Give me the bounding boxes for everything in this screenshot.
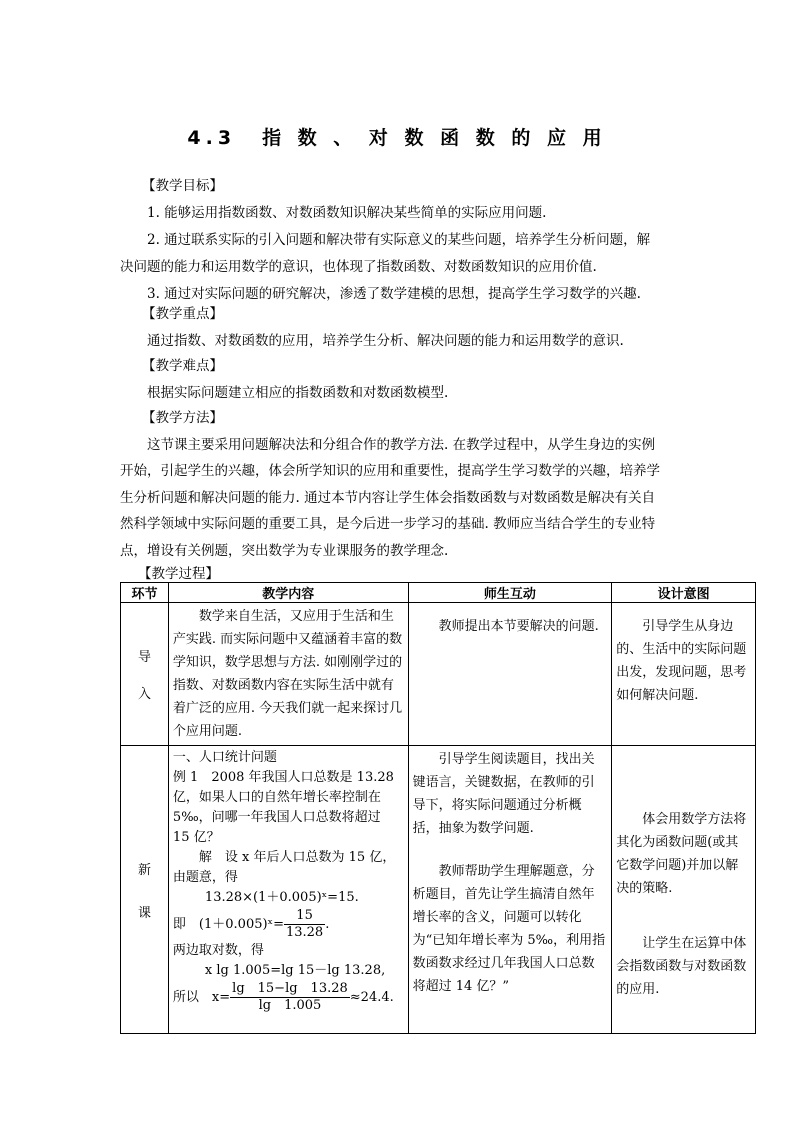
stage-char: 课 (137, 905, 151, 921)
method-heading: 【教学方法】 (142, 410, 223, 426)
equation-line (173, 981, 404, 1014)
equation-line: 13.28×(1＋0.005)ˣ=15. (204, 890, 359, 905)
equation-suffix: . (325, 917, 330, 932)
process-heading: 【教学过程】 (138, 566, 219, 582)
method-line-3: 生分析问题和解决问题的能力. 通过本节内容让学生体会指数函数与对数函数是解决有关自 (120, 490, 656, 506)
goal-2b: 决问题的能力和运用数学的意识，也体现了指数函数、对数函数知识的应用价值. (120, 259, 597, 275)
method-line-5: 点，增设有关例题，突出数学为专业课服务的教学理念. (120, 543, 449, 559)
section-title: 指 数 、 对 数 函 数 的 应 用 (262, 127, 607, 149)
paragraph-spacer (413, 840, 608, 860)
interaction-paragraph: 教师帮助学生理解题意，分析题目，首先让学生搞清自然年增长率的含义，问题可以转化为“已知年增长率为 5‰，利用指数函数求经过几年我国人口总数将超过 14 亿？” (412, 864, 606, 994)
content-line: 由题意，得 (172, 870, 238, 885)
table-header-row (121, 583, 756, 603)
fraction-denominator: 13.28 (285, 925, 324, 940)
fraction (230, 981, 350, 1014)
intro-content: 数学来自生活，又应用于生活和生产实践. 而实际问题中又蕴涵着丰富的数学知识，数学思想与方法. 如刚刚学过的指数、对数函数内容在实际生活中就有着广泛的应用. 今天我们就一起来探讨几个应用问题. (168, 603, 408, 746)
new-lesson-intent (612, 746, 756, 1034)
difficulty-heading: 【教学难点】 (142, 358, 223, 374)
page-title (0, 123, 794, 150)
equation-prefix: 所以 x= (172, 990, 231, 1005)
section-number: 4.3 (187, 127, 237, 149)
header-stage: 环节 (121, 583, 169, 603)
stage-new-lesson (121, 746, 169, 1034)
intro-intent: 引导学生从身边的、生活中的实际问题出发，发现问题，思考如何解决问题. (612, 603, 756, 746)
paragraph-spacer (616, 900, 751, 932)
goal-1: 1. 能够运用指数函数、对数函数知识解决某些简单的实际应用问题. (147, 205, 547, 221)
interaction-paragraph: 引导学生阅读题目，找出关键语言，关键数据，在教师的引导下，将实际问题通过分析概括，抽象为数学问题. (412, 752, 595, 836)
equation-line (173, 908, 404, 941)
content-line: 5‰，问哪一年我国人口总数将超过 (172, 810, 381, 825)
content-line: 亿，如果人口的自然年增长率控制在 (172, 790, 381, 805)
focus-heading: 【教学重点】 (142, 306, 223, 322)
stage-char: 入 (137, 687, 151, 702)
fraction-numerator: 15 (284, 908, 325, 925)
new-lesson-content (168, 746, 408, 1034)
stage-char: 新 (137, 862, 151, 878)
intro-interaction: 教师提出本节要解决的问题. (408, 603, 612, 746)
stage-intro (121, 603, 169, 746)
goals-heading: 【教学目标】 (142, 178, 223, 194)
header-content: 教学内容 (168, 583, 408, 603)
table-row (121, 746, 756, 1034)
equation-line: x lg 1.005=lg 15－lg 13.28, (204, 963, 386, 978)
stage-spacer (125, 878, 164, 902)
content-line: 两边取对数，得 (172, 943, 264, 958)
difficulty-text: 根据实际问题建立相应的指数函数和对数函数模型. (147, 385, 449, 401)
paragraph-spacer (616, 748, 751, 808)
stage-char: 导 (137, 650, 151, 665)
table-row (121, 603, 756, 746)
focus-text: 通过指数、对数函数的应用，培养学生分析、解决问题的能力和运用数学的意识. (147, 333, 624, 349)
header-intent: 设计意图 (612, 583, 756, 603)
intent-paragraph: 体会用数学方法将其化为函数问题(或其它数学问题)并加以解决的策略. (616, 812, 747, 896)
goal-3: 3. 通过对实际问题的研究解决，渗透了数学建模的思想，提高学生学习数学的兴趣. (147, 286, 641, 302)
content-line: 15 亿？ (172, 830, 220, 845)
teaching-process-table (120, 582, 756, 1034)
intent-paragraph: 让学生在运算中体会指数函数与对数函数的应用. (616, 936, 747, 997)
method-line-1: 这节课主要采用问题解决法和分组合作的教学方法. 在教学过程中，从学生身边的实例 (147, 437, 656, 453)
fraction (284, 908, 325, 941)
method-line-4: 然科学领域中实际问题的重要工具，是今后进一步学习的基础. 教师应当结合学生的专业特 (120, 516, 656, 532)
header-interaction: 师生互动 (408, 583, 612, 603)
fraction-numerator: lg 15−lg 13.28 (232, 981, 348, 996)
content-line: 例 1 2008 年我国人口总数是 13.28 (172, 770, 394, 785)
equation-suffix: ≈24.4. (349, 990, 394, 1005)
content-line: 一、人口统计问题 (172, 750, 277, 765)
fraction-denominator: lg 1.005 (258, 998, 322, 1013)
content-line: 解 设 x 年后人口总数为 15 亿， (198, 850, 396, 865)
stage-spacer (125, 665, 164, 683)
goal-2a: 2. 通过联系实际的引入问题和解决带有实际意义的某些问题，培养学生分析问题，解 (147, 232, 651, 248)
method-line-2: 开始，引起学生的兴趣，体会所学知识的应用和重要性，提高学生学习数学的兴趣，培养学 (120, 463, 660, 479)
new-lesson-interaction (408, 746, 612, 1034)
equation-prefix: 即 (1＋0.005)ˣ= (172, 917, 284, 932)
